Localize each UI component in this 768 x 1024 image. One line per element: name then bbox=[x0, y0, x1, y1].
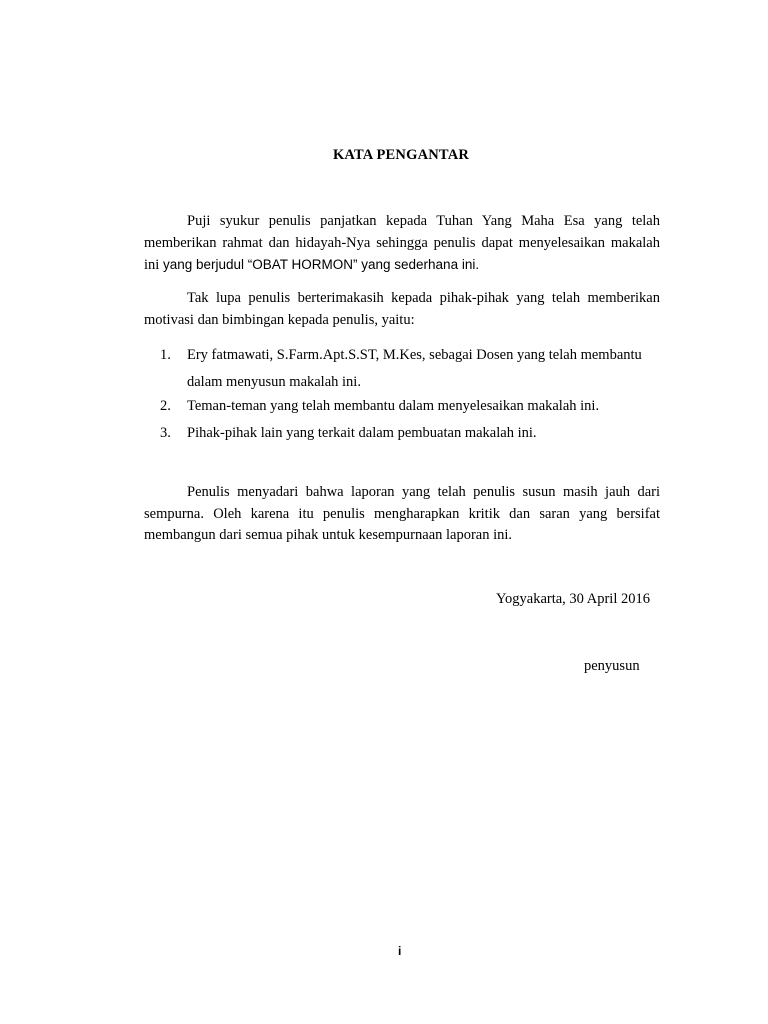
paragraph-closing: Penulis menyadari bahwa laporan yang telah penulis susun masih jauh dari sempurna. Oleh karena itu penulis mengharapkan kritik dan saran yang bersifat membangun dari semua pihak untuk kesempurnaan laporan ini. bbox=[144, 484, 660, 543]
paragraph-intro-text: Puji syukur penulis panjatkan kepada Tuhan Yang Maha Esa yang telah memberikan rahmat dan hidayah-Nya sehingga penulis dapat menyelesaikan makalah ini bbox=[144, 213, 660, 273]
list-item bbox=[144, 396, 668, 417]
paragraph-thanks: Tak lupa penulis berterimakasih kepada pihak-pihak yang telah memberikan motivasi dan bimbingan kepada penulis, yaitu: bbox=[144, 290, 660, 328]
list-item-text: Teman-teman yang telah membantu dalam menyelesaikan makalah ini. bbox=[187, 398, 600, 414]
list-item-number: 3. bbox=[160, 425, 171, 441]
list-item bbox=[144, 423, 668, 444]
list-item bbox=[144, 342, 668, 396]
list-item-text: Ery fatmawati, S.Farm.Apt.S.ST, M.Kes, sebagai Dosen yang telah membantu dalam menyusun makalah ini. bbox=[187, 347, 642, 390]
paragraph-intro bbox=[144, 211, 660, 277]
thanks-list-3 bbox=[144, 423, 668, 444]
list-item-number: 1. bbox=[160, 347, 171, 363]
page-number: i bbox=[398, 944, 402, 958]
thanks-list-1 bbox=[144, 342, 668, 396]
thanks-list-2 bbox=[144, 396, 668, 417]
list-item-number: 2. bbox=[160, 398, 171, 414]
place-date: Yogyakarta, 30 April 2016 bbox=[496, 591, 650, 607]
page-title: KATA PENGANTAR bbox=[332, 147, 470, 163]
signer-label: penyusun bbox=[584, 658, 640, 674]
paragraph-intro-title-fragment: yang berjudul “OBAT HORMON” yang sederhana ini. bbox=[162, 257, 480, 272]
list-item-text: Pihak-pihak lain yang terkait dalam pembuatan makalah ini. bbox=[187, 425, 537, 441]
